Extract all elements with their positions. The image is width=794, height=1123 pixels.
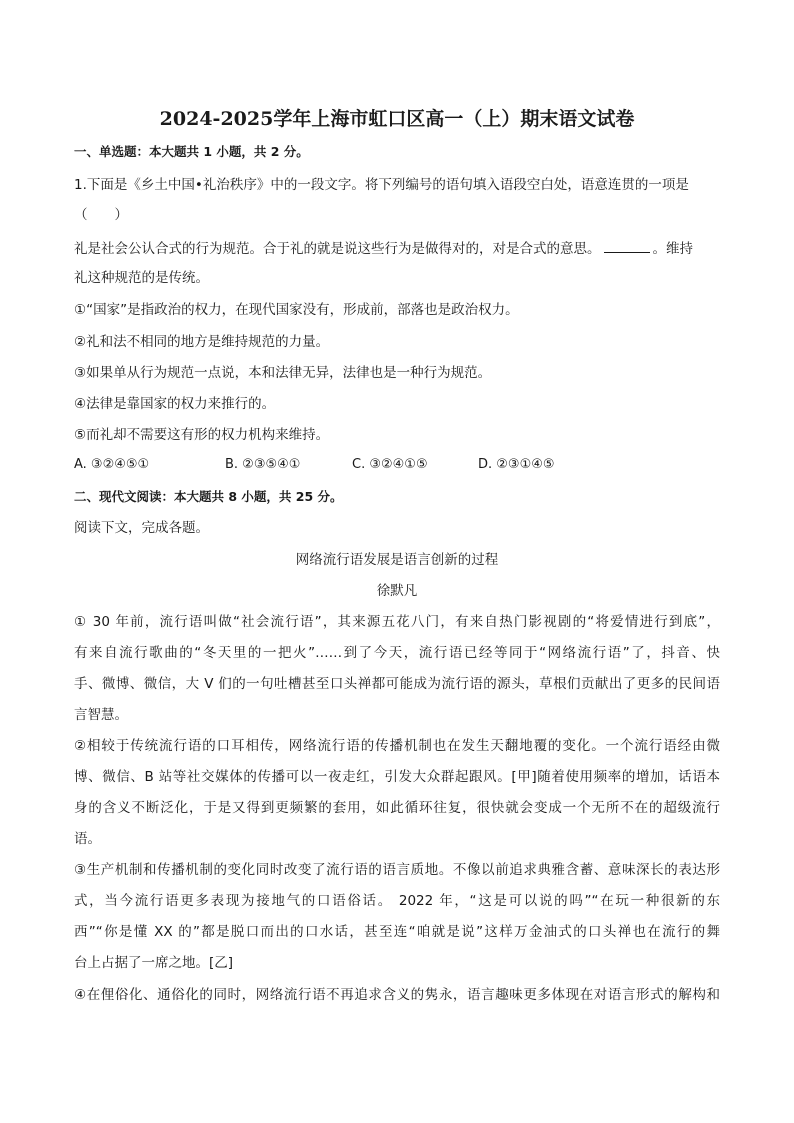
q1-stem-line1: 1.下面是《乡土中国•礼治秩序》中的一段文字。将下列编号的语句填入语段空白处，语意连贯的一项是 [74,177,689,193]
q1-answer-blank [604,238,650,253]
article-line: 手、微博、微信，大 V 们的一句吐槽甚至口头禅都可能成为流行语的源头，草根们贡献出了更多的民间语 [74,676,720,692]
q1-option-a[interactable]: A. ③②④⑤① [74,457,150,472]
q1-item: ②礼和法不相同的地方是维持规范的力量。 [74,334,330,350]
article-line: 式，当今流行语更多表现为接地气的口语俗话。 2022 年，“这是可以说的吗”“在玩一种很新的东 [74,893,720,909]
article-line: 台上占据了一席之地。[乙] [74,955,234,971]
article-line: 博、微信、B 站等社交媒体的传播可以一夜走红，引发大众群起跟风。[甲]随着使用频率的增加，话语本 [74,769,720,785]
article-title: 网络流行语发展是语言创新的过程 [295,552,499,568]
article-line: ②相较于传统流行语的口耳相传，网络流行语的传播机制也在发生天翻地覆的变化。一个流行语经由微 [74,738,720,754]
q1-item: ⑤而礼却不需要这有形的权力机构来维持。 [74,427,330,443]
q1-option-b[interactable]: B. ②③⑤④① [225,457,301,472]
q1-stem-line2: （ ） [74,207,128,223]
section2-instruction: 阅读下文，完成各题。 [74,520,209,536]
q1-passage-line2: 礼这种规范的是传统。 [74,270,209,286]
exam-title: 2024-2025学年上海市虹口区高一（上）期末语文试卷 [159,108,635,130]
q1-item: ④法律是靠国家的权力来推行的。 [74,396,276,412]
q1-item: ③如果单从行为规范一点说，本和法律无异，法律也是一种行为规范。 [74,365,492,381]
article-line: 有来自流行歌曲的“冬天里的一把火”……到了今天，流行语已经等同于“网络流行语”了，抖音、快 [74,645,720,661]
article-author: 徐默凡 [376,583,418,599]
article-line: 语。 [74,831,101,847]
article-line: 言智慧。 [74,707,128,723]
article-line: ③生产机制和传播机制的变化同时改变了流行语的语言质地。不像以前追求典雅含蓄、意味深长的表达形 [74,862,720,878]
section1-heading: 一、单选题：本大题共 1 小题，共 2 分。 [74,144,309,159]
article-line: 西”“你是懂 XX 的”都是脱口而出的口水话，甚至连“咱就是说”这样万金油式的口头禅也在流行的舞 [74,924,720,940]
q1-option-d[interactable]: D. ②③①④⑤ [478,457,555,472]
article-line: ④在俚俗化、通俗化的同时，网络流行语不再追求含义的隽永，语言趣味更多体现在对语言形式的解构和 [74,987,720,1003]
q1-option-c[interactable]: C. ③②④①⑤ [352,457,428,472]
article-line: 身的含义不断泛化，于是又得到更频繁的套用，如此循环往复，很快就会变成一个无所不在的超级流行 [74,800,720,816]
q1-item: ①“国家”是指政治的权力，在现代国家没有，形成前，部落也是政治权力。 [74,302,519,318]
q1-passage-text-before: 礼是社会公认合式的行为规范。合于礼的就是说这些行为是做得对的，对是合式的意思。 [74,241,601,257]
section2-heading: 二、现代文阅读：本大题共 8 小题，共 25 分。 [74,489,343,504]
article-line: ① 30 年前，流行语叫做“社会流行语”，其来源五花八门，有来自热门影视剧的“将爱情进行到底”， [74,614,720,630]
q1-passage-line1 [74,238,720,259]
q1-passage-text-after: 。维持 [652,241,693,257]
